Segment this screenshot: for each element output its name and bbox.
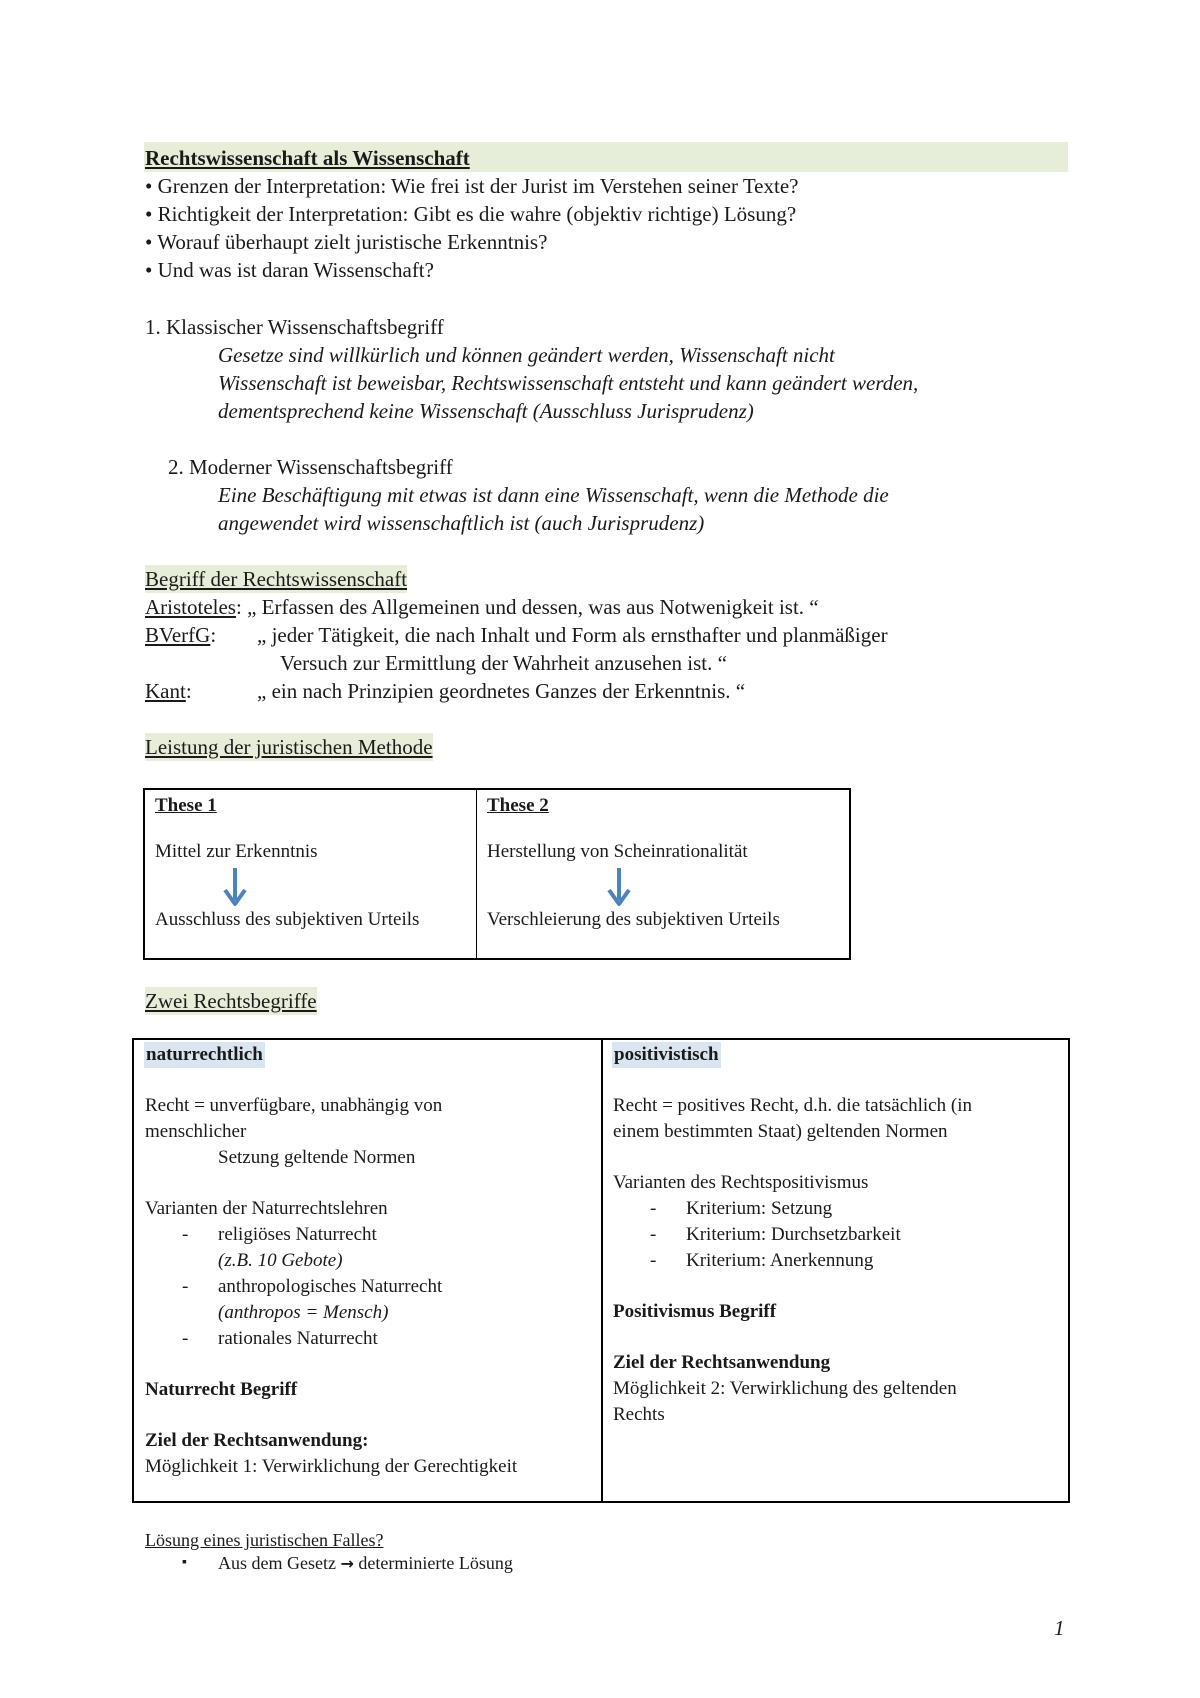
definition-line: einem bestimmten Staat) geltenden Normen: [613, 1121, 948, 1142]
modern-line: angewendet wird wissenschaftlich ist (auch Jurisprudenz): [218, 511, 705, 535]
thesis-text: Ausschluss des subjektiven Urteils: [155, 909, 420, 930]
modern-line: Eine Beschäftigung mit etwas ist dann eine Wissenschaft, wenn die Methode die: [218, 483, 889, 507]
goal-text: Möglichkeit 1: Verwirklichung der Gerechtigkeit: [145, 1456, 518, 1477]
variant-item: Kriterium: Durchsetzbarkeit: [686, 1224, 901, 1245]
quote-text: Versuch zur Ermittlung der Wahrheit anzusehen ist. “: [280, 651, 727, 675]
list-item: [218, 1551, 513, 1576]
list-item-end: determinierte Lösung: [358, 1553, 513, 1573]
goal-title: Ziel der Rechtsanwendung: [613, 1352, 831, 1373]
arrow-down-icon: [606, 866, 632, 908]
variant-note: (anthropos = Mensch): [218, 1302, 389, 1323]
variant-item: religiöses Naturrecht: [218, 1224, 377, 1245]
section-heading: Rechtswissenschaft als Wissenschaft: [145, 146, 470, 170]
variant-item: Kriterium: Setzung: [686, 1198, 833, 1219]
arrow-right-icon: →: [340, 1554, 354, 1573]
classic-line: Gesetze sind willkürlich und können geändert werden, Wissenschaft nicht: [218, 343, 835, 367]
quote-text: „ jeder Tätigkeit, die nach Inhalt und Form als ernsthafter und planmäßiger: [257, 623, 888, 647]
bullet-item: • Und was ist daran Wissenschaft?: [145, 258, 434, 282]
definition-line: Recht = positives Recht, d.h. die tatsächlich (in: [613, 1095, 972, 1116]
thesis-text: Verschleierung des subjektiven Urteils: [487, 909, 780, 930]
variants-title: Varianten der Naturrechtslehren: [145, 1198, 388, 1219]
quote-author: Kant: [145, 679, 186, 703]
thesis-title: These 2: [487, 795, 549, 816]
quote-separator: :: [210, 623, 217, 647]
goal-text: Möglichkeit 2: Verwirklichung des geltenden: [613, 1378, 957, 1399]
column-title: naturrechtlich: [144, 1042, 265, 1068]
quote-author: Aristoteles: [145, 595, 236, 619]
dash-bullet: -: [650, 1250, 657, 1271]
quote-separator: :: [235, 595, 242, 619]
bullet-item: • Grenzen der Interpretation: Wie frei ist der Jurist im Verstehen seiner Texte?: [145, 174, 799, 198]
dash-bullet: -: [182, 1276, 189, 1297]
dash-bullet: -: [182, 1328, 189, 1349]
goal-title: Ziel der Rechtsanwendung:: [145, 1430, 369, 1451]
quote-text: „ Erfassen des Allgemeinen und dessen, was aus Notwenigkeit ist. “: [247, 595, 819, 619]
section-heading: Begriff der Rechtswissenschaft: [145, 567, 408, 591]
variant-note: (z.B. 10 Gebote): [218, 1250, 343, 1271]
quote-author-row: [145, 677, 192, 705]
quote-author-row: [145, 621, 216, 649]
table-divider: [476, 789, 477, 959]
page-number: 1: [1054, 1616, 1065, 1640]
table-divider: [601, 1040, 603, 1501]
dash-bullet: -: [182, 1224, 189, 1245]
definition-line: Recht = unverfügbare, unabhängig von: [145, 1095, 443, 1116]
quote-author: BVerfG: [145, 623, 211, 647]
classic-title: 1. Klassischer Wissenschaftsbegriff: [145, 315, 444, 339]
classic-line: dementsprechend keine Wissenschaft (Ausschluss Jurisprudenz): [218, 399, 754, 423]
variant-item: rationales Naturrecht: [218, 1328, 378, 1349]
section-heading: Zwei Rechtsbegriffe: [145, 989, 317, 1013]
goal-text: Rechts: [613, 1404, 665, 1425]
variants-title: Varianten des Rechtspositivismus: [613, 1172, 869, 1193]
thesis-title: These 1: [155, 795, 217, 816]
definition-line: menschlicher: [145, 1121, 247, 1142]
section-heading: Leistung der juristischen Methode: [145, 735, 433, 759]
concept-label: Naturrecht Begriff: [145, 1379, 298, 1400]
variant-item: anthropologisches Naturrecht: [218, 1276, 443, 1297]
quote-row: [145, 593, 819, 621]
section-heading: Lösung eines juristischen Falles?: [145, 1530, 384, 1550]
quote-separator: :: [185, 679, 192, 703]
bullet-item: • Richtigkeit der Interpretation: Gibt es die wahre (objektiv richtige) Lösung?: [145, 202, 797, 226]
list-item-start: Aus dem Gesetz: [218, 1553, 336, 1573]
column-title: positivistisch: [612, 1042, 721, 1068]
quote-text: „ ein nach Prinzipien geordnetes Ganzes der Erkenntnis. “: [257, 679, 746, 703]
thesis-text: Herstellung von Scheinrationalität: [487, 841, 748, 862]
definition-line: Setzung geltende Normen: [218, 1147, 416, 1168]
dash-bullet: -: [650, 1198, 657, 1219]
modern-title: 2. Moderner Wissenschaftsbegriff: [168, 455, 453, 479]
arrow-down-icon: [222, 866, 248, 908]
thesis-text: Mittel zur Erkenntnis: [155, 841, 318, 862]
classic-line: Wissenschaft ist beweisbar, Rechtswissenschaft entsteht und kann geändert werden,: [218, 371, 919, 395]
concept-label: Positivismus Begriff: [613, 1301, 777, 1322]
variant-item: Kriterium: Anerkennung: [686, 1250, 874, 1271]
square-bullet-icon: ▪: [182, 1555, 187, 1570]
dash-bullet: -: [650, 1224, 657, 1245]
bullet-item: • Worauf überhaupt zielt juristische Erkenntnis?: [145, 230, 548, 254]
